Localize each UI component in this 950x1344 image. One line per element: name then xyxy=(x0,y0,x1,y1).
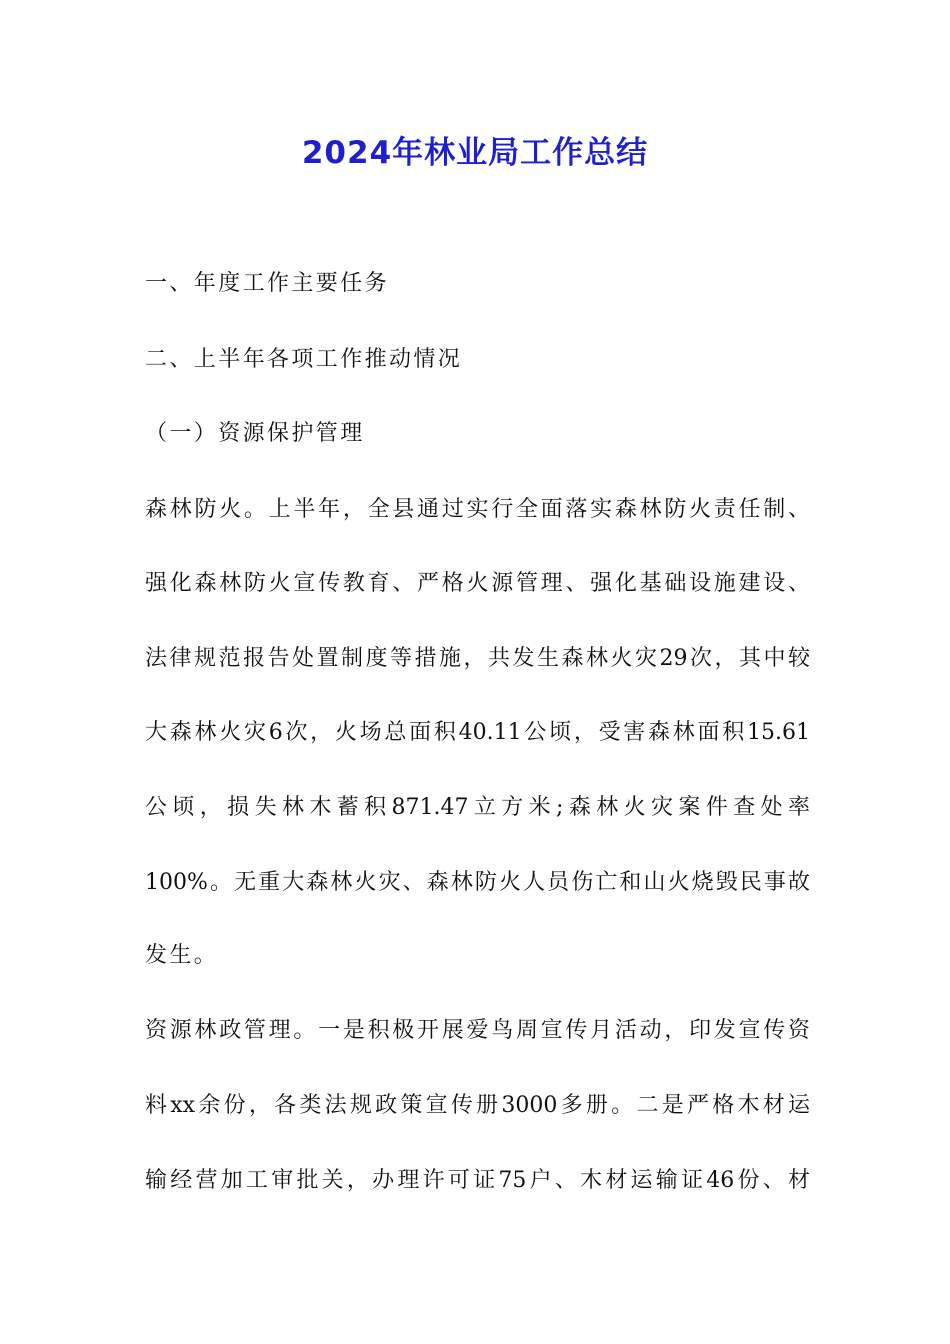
paragraph-line: 发生。 xyxy=(145,943,219,968)
paragraph-line: 强化森林防火宣传教育、严格火源管理、强化基础设施建设、 xyxy=(145,571,810,596)
paragraph-line: 法律规范报告处置制度等措施，共发生森林火灾29次，其中较 xyxy=(145,646,810,671)
paragraph-line: 100%。无重大森林火灾、森林防火人员伤亡和山火烧毁民事故 xyxy=(145,870,810,895)
paragraph-line: 输经营加工审批关，办理许可证75户、木材运输证46份、材 xyxy=(145,1168,810,1193)
subheading-resource-protection: （一）资源保护管理 xyxy=(145,421,365,446)
heading-annual-tasks: 一、年度工作主要任务 xyxy=(145,271,390,296)
paragraph-line: 大森林火灾6次，火场总面积40.11公顷，受害森林面积15.61 xyxy=(145,720,810,745)
paragraph-line: 料xx余份，各类法规政策宣传册3000多册。二是严格木材运 xyxy=(145,1093,810,1118)
heading-first-half-progress: 二、上半年各项工作推动情况 xyxy=(145,347,463,372)
paragraph-line: 森林防火。上半年，全县通过实行全面落实森林防火责任制、 xyxy=(145,497,810,522)
document-title: 2024年林业局工作总结 xyxy=(301,135,649,171)
paragraph-line: 资源林政管理。一是积极开展爱鸟周宣传月活动，印发宣传资 xyxy=(145,1018,810,1043)
paragraph-line: 公顷，损失林木蓄积871.47立方米;森林火灾案件查处率 xyxy=(145,795,810,820)
